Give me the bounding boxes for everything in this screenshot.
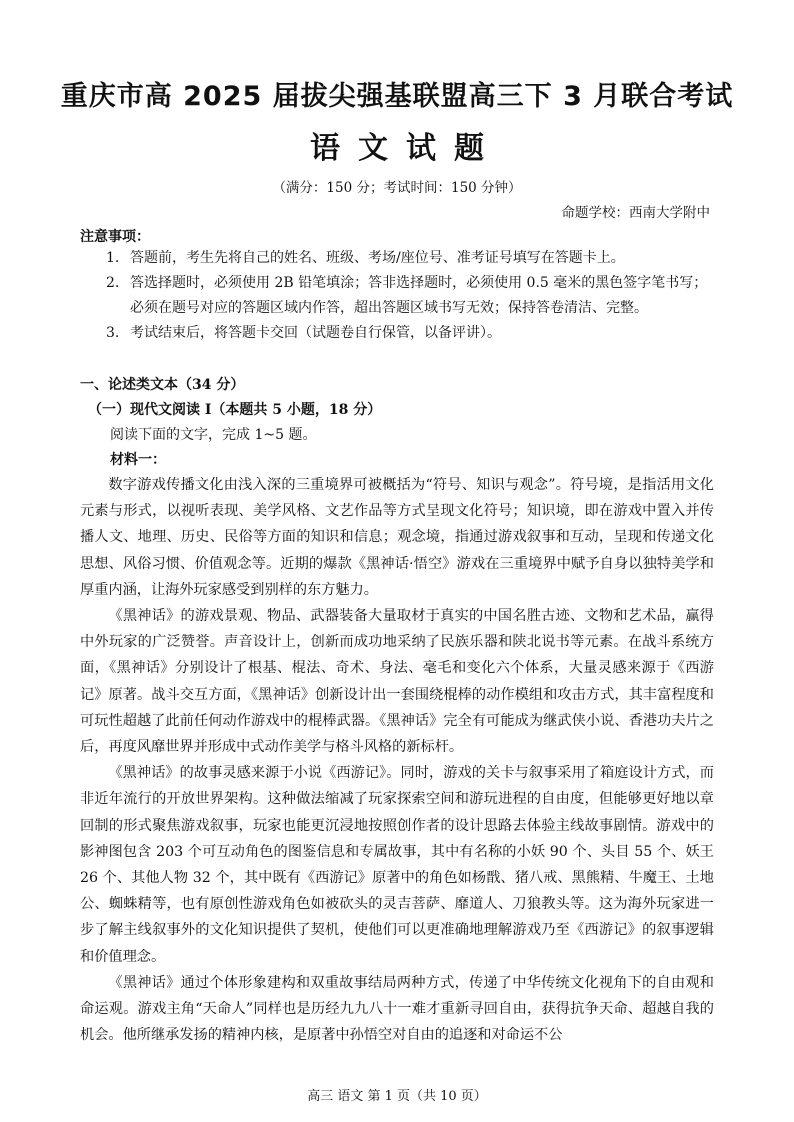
subsection-heading: （一）现代文阅读 I（本题共 5 小题，18 分）: [88, 402, 382, 418]
passage-paragraph: 数字游戏传播文化由浅入深的三重境界可被概括为“符号、知识与观念”。符号境，是指活用文化元素与形式，以视听表现、美学风格、文艺作品等方式呈现文化符号；知识境，即在游戏中置入并传播人文、地理、历史、民俗等方面的知识和信息；观念境，指通过游戏叙事和互动，呈现和传递文化思想、风俗习惯、价值观念等。近期的爆款《黑神话·悟空》游戏在三重境界中赋予自身以独特美学和厚重内涵，让海外玩家感受到别样的东方魅力。: [80, 477, 714, 598]
note-item: [106, 296, 726, 320]
reading-instruction: 阅读下面的文字，完成 1~5 题。: [110, 427, 317, 443]
note-text: 答题前，考生先将自己的姓名、班级、考场/座位号、准考证号填写在答题卡上。: [130, 250, 625, 266]
section-heading: 一、论述类文本（34 分）: [80, 377, 245, 393]
note-number: 2.: [106, 275, 120, 291]
setting-school: 命题学校：西南大学附中: [561, 205, 710, 221]
note-item: [106, 321, 726, 345]
passage-paragraph: 《黑神话》的游戏景观、物品、武器装备大量取材于真实的中国名胜古迹、文物和艺术品，赢得中外玩家的广泛赞誉。声音设计上，创新而成功地采纳了民族乐器和陕北说书等元素。在战斗系统方面，《黑神话》分别设计了根基、棍法、奇术、身法、毫毛和变化六个体系，大量灵感来源于《西游记》原著。战斗交互方面，《黑神话》创新设计出一套围绕棍棒的动作模组和攻击方式，其丰富程度和可玩性超越了此前任何动作游戏中的棍棒武器。《黑神话》完全有可能成为继武侠小说、香港功夫片之后，再度风靡世界并形成中式动作美学与格斗风格的新标杆。: [80, 608, 714, 756]
passage-paragraph: 《黑神话》的故事灵感来源于小说《西游记》。同时，游戏的关卡与叙事采用了箱庭设计方式，而非近年流行的开放世界架构。这种做法缩减了玩家探索空间和游玩进程的自由度，但能够更好地以章回制的形式聚焦游戏叙事，玩家也能更沉浸地按照创作者的设计思路去体验主线故事剧情。游戏中的影神图包含 203 个可互动角色的图鉴信息和专属故事，其中有名称的小妖 90 个、头目 55 个、妖王 26 个、其他人物 32 个，其中既有《西游记》原著中的角色如杨戬、猪八戒、黑熊精、牛魔王、土地公、蜘蛛精等，也有原创性游戏角色如被砍头的灵吉菩萨、靡道人、刀狼教头等。这为海外玩家进一步了解主线叙事外的文化知识提供了契机，使他们可以更准确地理解游戏乃至《西游记》的叙事逻辑和价值理念。: [80, 765, 714, 965]
material-label: 材料一：: [110, 452, 166, 468]
page-footer: 高三 语文 第 1 页（共 10 页）: [307, 1089, 487, 1104]
note-item: [106, 271, 726, 295]
note-text: 答选择题时，必须使用 2B 铅笔填涂；答非选择题时，必须使用 0.5 毫米的黑色签字笔书写；: [130, 275, 708, 291]
note-text: 考试结束后，将答题卡交回（试题卷自行保管，以备评讲）。: [130, 325, 501, 341]
exam-title: 重庆市高 2025 届拔尖强基联盟高三下 3 月联合考试: [60, 81, 734, 112]
notes-heading: 注意事项：: [80, 229, 150, 245]
note-number: 1.: [106, 250, 120, 266]
note-number: 3.: [106, 325, 120, 341]
note-item: [106, 246, 726, 270]
note-text: 必须在题号对应的答题区域内作答，超出答题区域书写无效；保持答卷清洁、完整。: [130, 300, 648, 316]
passage-paragraph: 《黑神话》通过个体形象建构和双重故事结局两种方式，传递了中华传统文化视角下的自由观和命运观。游戏主角“天命人”同样也是历经九九八十一难才重新寻回自由，获得抗争天命、超越自我的机会。他所继承发扬的精神内核，是原著中孙悟空对自由的追逐和对命运不公: [80, 974, 714, 1044]
reading-passage: [80, 472, 714, 1048]
exam-meta: （满分：150 分；考试时间：150 分钟）: [272, 180, 522, 196]
subject-title: 语文试题: [310, 131, 502, 166]
